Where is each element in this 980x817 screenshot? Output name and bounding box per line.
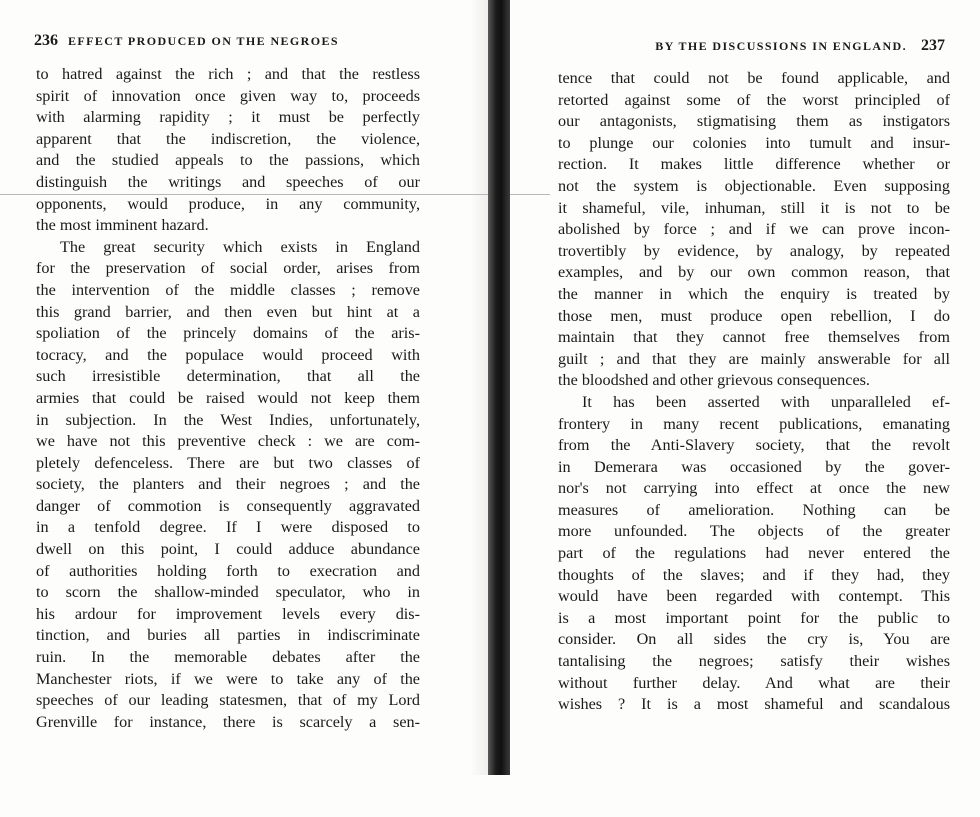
text-line: tantalising the negroes; satisfy their wishes bbox=[558, 652, 950, 671]
running-head-title: EFFECT PRODUCED ON THE NEGROES bbox=[68, 34, 339, 48]
text-line: retorted against some of the worst principled of bbox=[558, 90, 950, 109]
text-line: the bloodshed and other grievous consequences. bbox=[558, 371, 870, 390]
text-line: we have not this preventive check : we are com- bbox=[36, 432, 420, 451]
text-line: tence that could not be found applicable, and bbox=[558, 69, 950, 87]
text-line: his ardour for improvement levels every dis- bbox=[36, 604, 420, 623]
text-line: dwell on this point, I could adduce abundance bbox=[36, 540, 420, 559]
text-line: spirit of innovation once given way to, proceeds bbox=[36, 86, 420, 105]
text-line: it shameful, vile, inhuman, still it is not to be bbox=[558, 198, 950, 217]
text-line: of authorities holding forth to execration and bbox=[36, 561, 420, 580]
text-line: nor's not carrying into effect at once the new bbox=[558, 479, 950, 498]
text-line: thoughts of the slaves; and if they had, they bbox=[558, 565, 950, 584]
text-line: with alarming rapidity ; it must be perfectly bbox=[36, 108, 420, 127]
text-line: in Demerara was occasioned by the gover- bbox=[558, 457, 950, 476]
text-line: measures of amelioration. Nothing can be bbox=[558, 500, 950, 519]
text-line: pletely defenceless. There are but two classes of bbox=[36, 453, 420, 472]
running-head bbox=[610, 37, 945, 55]
text-line: our antagonists, stigmatising them as instigators bbox=[558, 112, 950, 131]
text-line: tocracy, and the populace would proceed with bbox=[36, 345, 420, 364]
text-line: this grand barrier, and then even but hint at a bbox=[36, 302, 420, 321]
text-line: trovertibly by evidence, by analogy, by repeated bbox=[558, 241, 950, 260]
text-line: opponents, would produce, in any community, bbox=[36, 194, 420, 213]
text-line: those men, must produce open rebellion, I do bbox=[558, 306, 950, 325]
text-line: The great security which exists in England bbox=[60, 237, 420, 256]
text-line: not the system is objectionable. Even supposing bbox=[558, 176, 950, 195]
page-body-text bbox=[558, 68, 950, 716]
text-line: spoliation of the princely domains of the aris- bbox=[36, 324, 420, 343]
text-line: guilt ; and that they are mainly answerable for all bbox=[558, 349, 950, 368]
text-line: in a tenfold degree. If I were disposed to bbox=[36, 518, 420, 537]
text-line: society, the planters and their negroes ; and the bbox=[36, 475, 420, 494]
running-head bbox=[34, 32, 434, 50]
text-line: and the studied appeals to the passions, which bbox=[36, 151, 420, 170]
text-line: Grenville for instance, there is scarcely a sen- bbox=[36, 712, 420, 731]
running-head-title: BY THE DISCUSSIONS IN ENGLAND. bbox=[655, 39, 907, 53]
text-line: such irresistible determination, that all the bbox=[36, 367, 420, 386]
text-line: Manchester riots, if we were to take any of the bbox=[36, 669, 420, 688]
right-page bbox=[510, 0, 980, 817]
text-line: It has been asserted with unparalleled ef- bbox=[582, 392, 950, 411]
text-line: from the Anti-Slavery society, that the revolt bbox=[558, 436, 950, 455]
text-line: apparent that the indiscretion, the violence, bbox=[36, 129, 420, 148]
text-line: consider. On all sides the cry is, You are bbox=[558, 630, 950, 649]
text-line: maintain that they cannot free themselves from bbox=[558, 328, 950, 347]
text-line: to hatred against the rich ; and that the restless bbox=[36, 65, 420, 83]
left-page bbox=[0, 0, 488, 817]
text-line: wishes ? It is a most shameful and scandalous bbox=[558, 695, 950, 714]
text-line: frontery in many recent publications, emanating bbox=[558, 414, 950, 433]
text-line: speeches of our leading statesmen, that of my Lord bbox=[36, 691, 420, 710]
text-line: would have been regarded with contempt. This bbox=[558, 587, 950, 606]
text-line: the manner in which the enquiry is treated by bbox=[558, 284, 950, 303]
text-line: the most imminent hazard. bbox=[36, 216, 209, 235]
text-line: examples, and by our own common reason, that bbox=[558, 263, 950, 282]
text-line: tinction, and buries all parties in indiscriminate bbox=[36, 626, 420, 645]
text-line: danger of commotion is consequently aggravated bbox=[36, 496, 420, 515]
text-line: without further delay. And what are their bbox=[558, 673, 950, 692]
text-line: to plunge our colonies into tumult and insur- bbox=[558, 133, 950, 152]
text-line: in subjection. In the West Indies, unfortunately, bbox=[36, 410, 420, 429]
text-line: the intervention of the middle classes ; remove bbox=[36, 280, 420, 299]
text-line: to scorn the shallow-minded speculator, who in bbox=[36, 583, 420, 602]
text-line: for the preservation of social order, arises from bbox=[36, 259, 420, 278]
text-line: rection. It makes little difference whether or bbox=[558, 155, 950, 174]
text-line: more unfounded. The objects of the greater bbox=[558, 522, 950, 541]
page-number: 237 bbox=[921, 37, 945, 54]
page-body-text bbox=[36, 64, 420, 733]
book-gutter bbox=[488, 0, 510, 775]
page-number: 236 bbox=[34, 32, 58, 49]
text-line: part of the regulations had never entered the bbox=[558, 544, 950, 563]
text-line: armies that could be raised would not keep them bbox=[36, 388, 420, 407]
text-line: ruin. In the memorable debates after the bbox=[36, 648, 420, 667]
text-line: abolished by force ; and if we can prove incon- bbox=[558, 220, 950, 239]
text-line: distinguish the writings and speeches of our bbox=[36, 172, 420, 191]
text-line: is a most important point for the public to bbox=[558, 608, 950, 627]
